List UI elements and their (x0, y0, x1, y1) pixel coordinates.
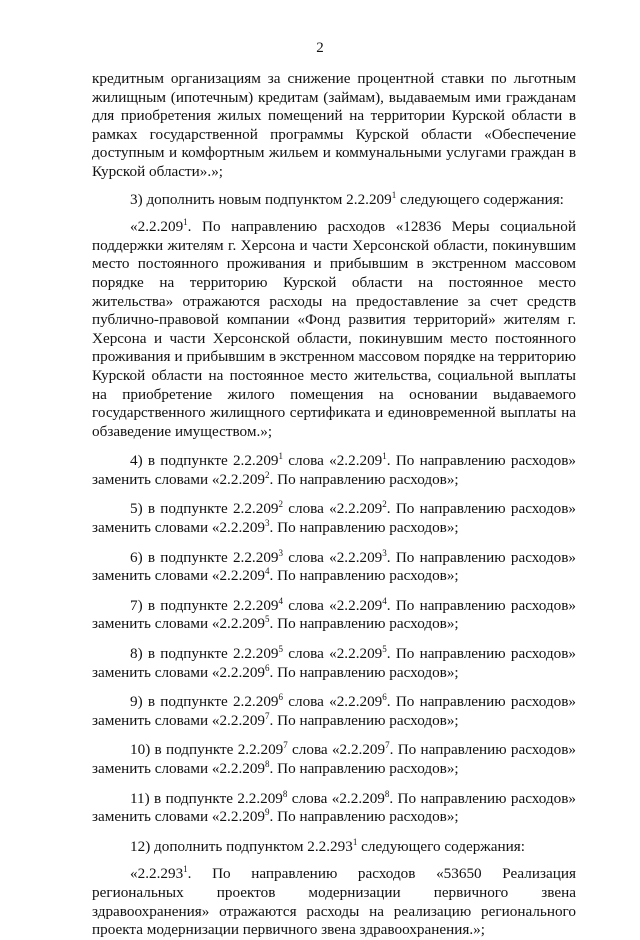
paragraph-item-12: 12) дополнить подпунктом 2.2.293$^1$ следующего содержания: (130, 836, 525, 855)
paragraph-item-7: 7) в подпункте 2.2.209$^4$ слова «2.2.209$^4$. По направлению расходов» заменить словами «2.2.209$^5$. По направлению расходов»; (92, 595, 576, 633)
paragraph-item-4: 4) в подпункте 2.2.209$^1$ слова «2.2.209$^1$. По направлению расходов» заменить словами «2.2.209$^2$. По направлению расходов»; (92, 451, 576, 488)
paragraph-item-10: 10) в подпункте 2.2.209$^7$ слова «2.2.209$^7$. По направлению расходов» заменить словами «2.2.209$^8$. По направлению расходов»; (92, 740, 576, 777)
paragraph-quote-2-2-293-1: «2.2.293$^1$. По направлению расходов «53650 Реализация региональных проектов модернизации первичного звена здравоохранения» отражаются расходы на реализацию регионального проекта модернизации первичного звена здравоохранения.»; (92, 864, 576, 939)
page-number: 2 (316, 40, 324, 56)
document-body (92, 70, 576, 940)
paragraph-item-9: 9) в подпункте 2.2.209$^6$ слова «2.2.209$^6$. По направлению расходов» заменить словами «2.2.209$^7$. По направлению расходов»; (92, 692, 576, 729)
paragraph-continuation: кредитным организациям за снижение процентной ставки по льготным жилищным (ипотечным) кредитам (займам), выдаваемым ими гражданам для приобретения жилых помещений на территории Курской области в рамках государственной программы Курской области «Обеспечение доступным и комфортным жильем и коммунальными услугами граждан в Курской области».»; (92, 70, 576, 180)
paragraph-item-8: 8) в подпункте 2.2.209$^5$ слова «2.2.209$^5$. По направлению расходов» заменить словами «2.2.209$^6$. По направлению расходов»; (92, 644, 576, 681)
paragraph-quote-2-2-209-1: «2.2.209$^1$. По направлению расходов «12836 Меры социальной поддержки жителям г. Херсона и части Херсонской области, покинувшим место постоянного проживания и прибывшим в экстренном массовом порядке на территорию Курской области на постоянное место жительства» отражаются расходы на предоставление за счет средств публично-правовой компании «Фонд развития территорий» жителям г. Херсона и части Херсонской области, покинувшим место постоянного проживания и прибывшим в экстренном массовом порядке на территорию Курской области на постоянное место жительства, социальной выплаты на приобретение жилого помещения на основании выдаваемого государственного жилищного сертификата и единовременной выплаты на обзаведение имуществом.»; (92, 217, 576, 440)
paragraph-item-3: 3) дополнить новым подпунктом 2.2.209$^1$ следующего содержания: (130, 189, 564, 208)
paragraph-item-5: 5) в подпункте 2.2.209$^2$ слова «2.2.209$^2$. По направлению расходов» заменить словами «2.2.209$^3$. По направлению расходов»; (92, 499, 576, 537)
paragraph-item-11: 11) в подпункте 2.2.209$^8$ слова «2.2.209$^8$. По направлению расходов» заменить словами «2.2.209$^9$. По направлению расходов»; (92, 788, 576, 826)
paragraph-item-6: 6) в подпункте 2.2.209$^3$ слова «2.2.209$^3$. По направлению расходов» заменить словами «2.2.209$^4$. По направлению расходов»; (92, 547, 576, 585)
